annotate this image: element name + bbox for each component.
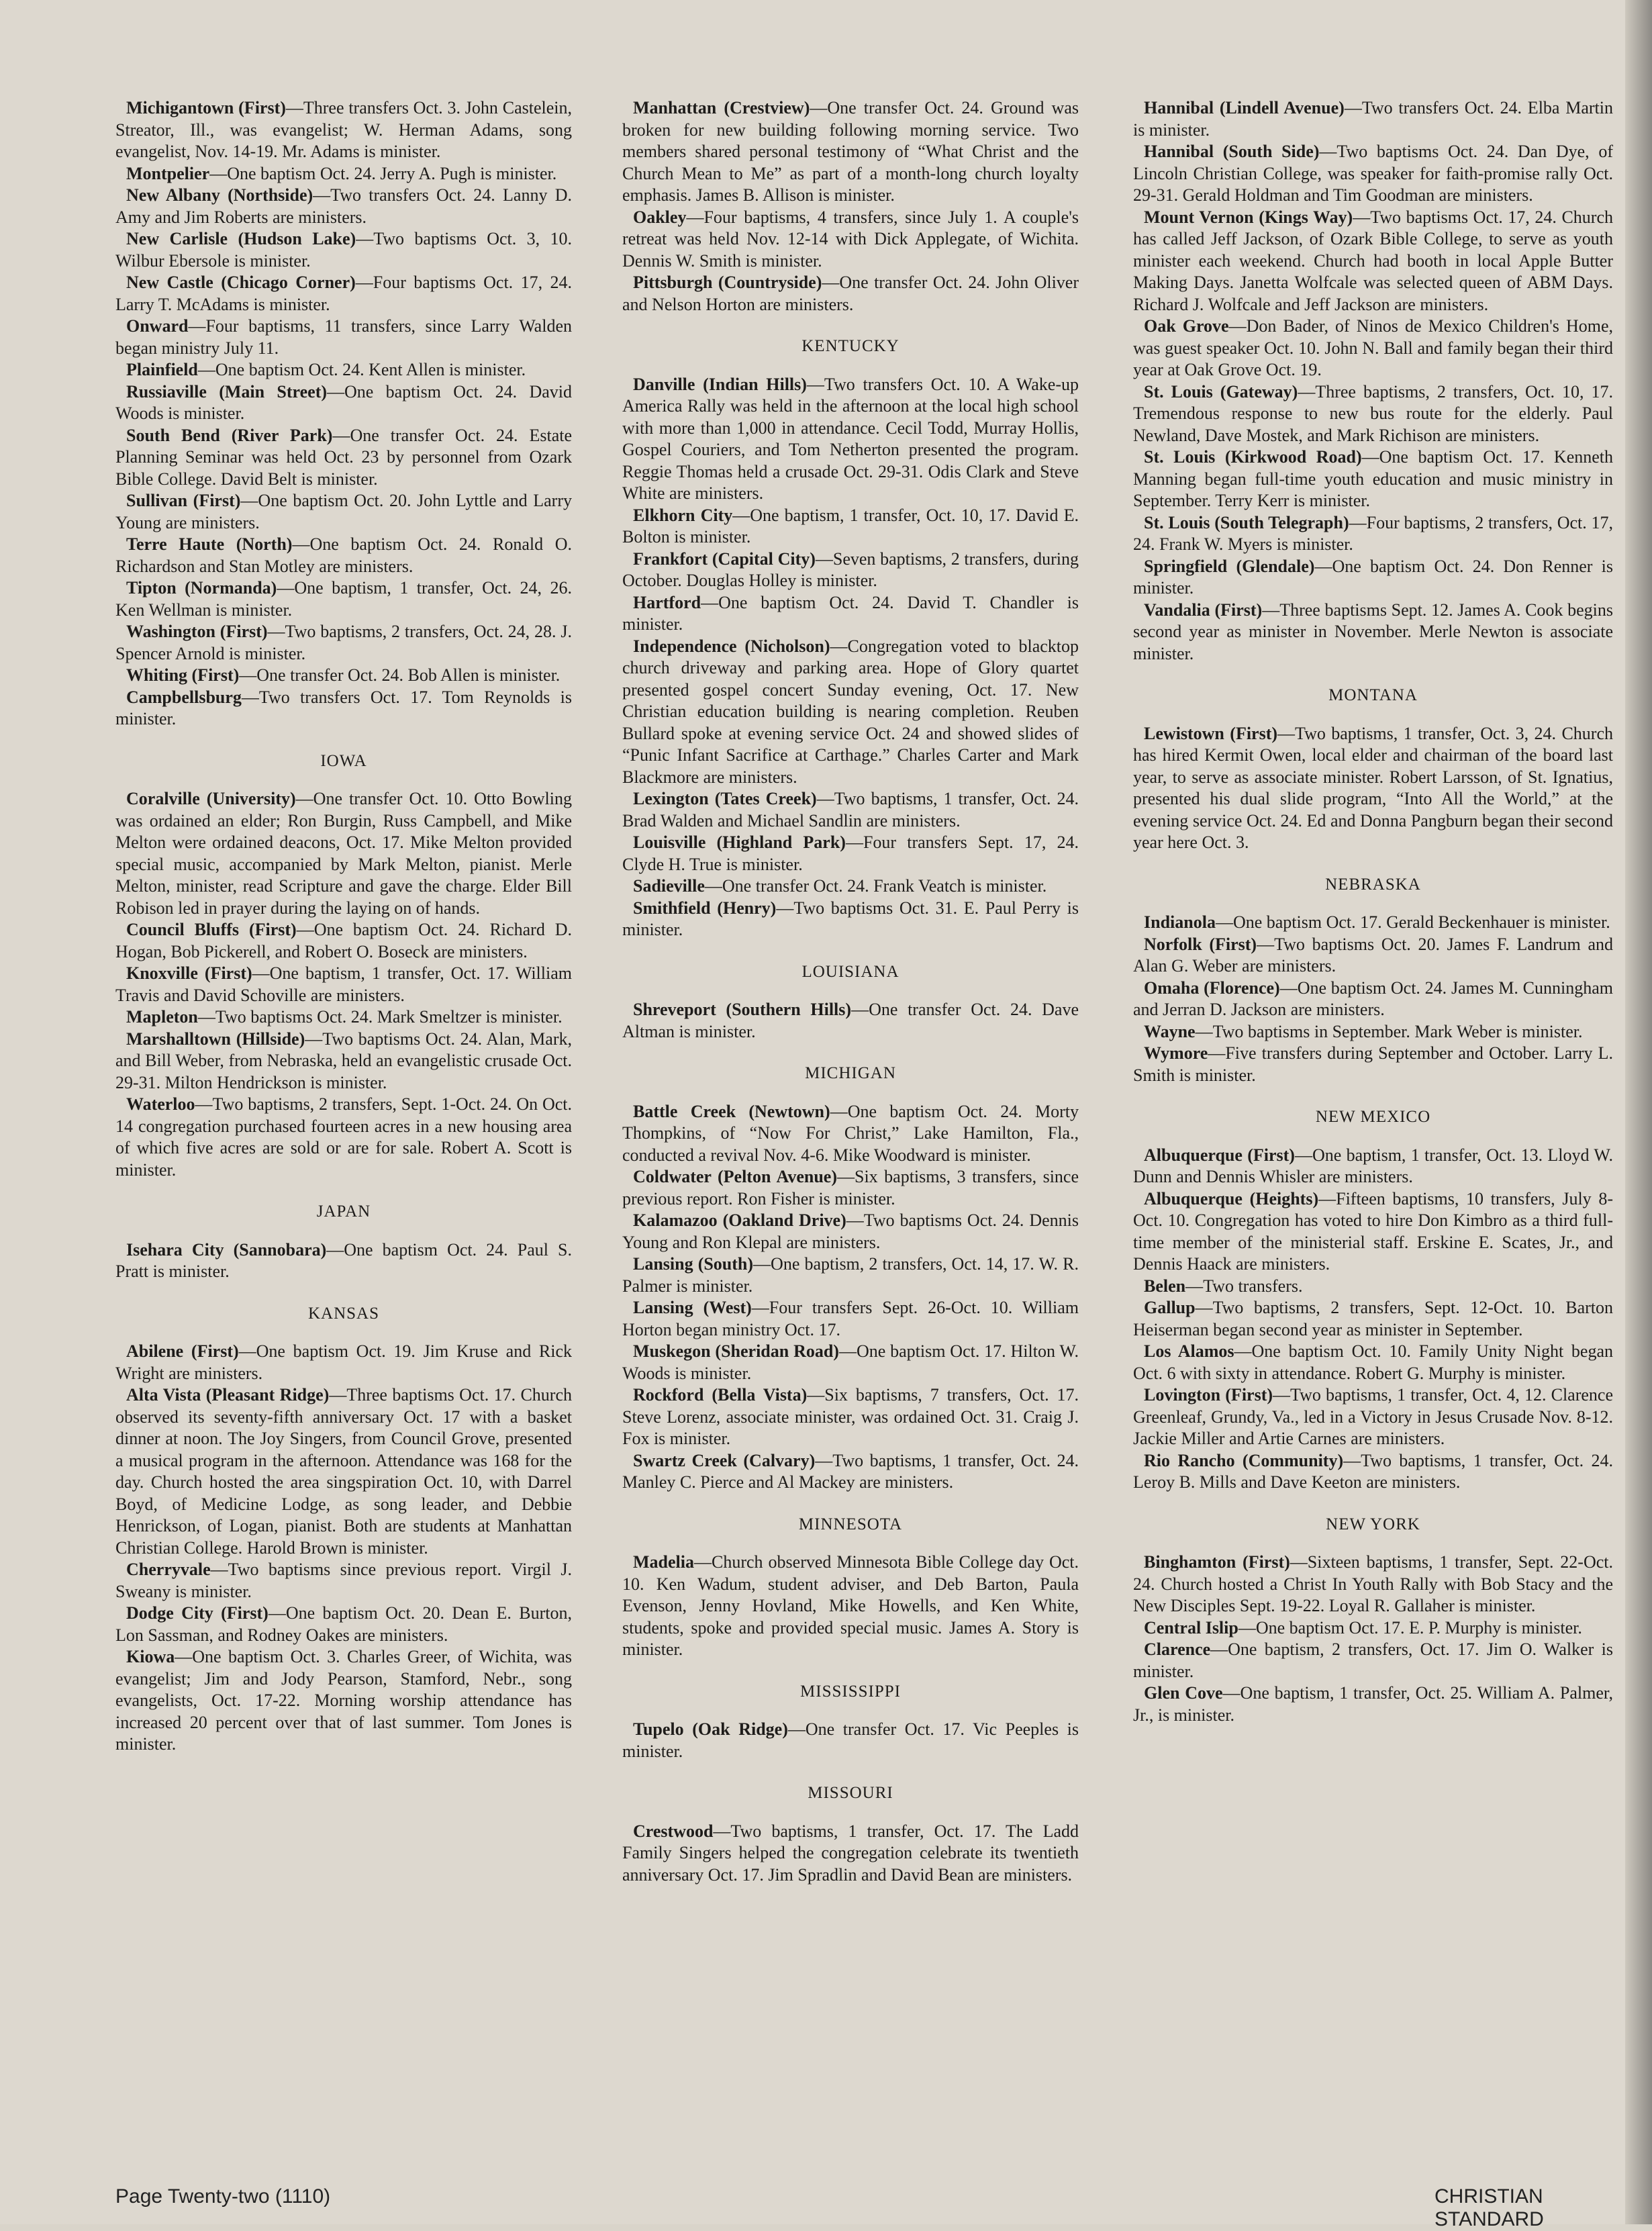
- church-report-entry: [115, 621, 572, 665]
- church-name: Tupelo (Oak Ridge): [633, 1719, 788, 1739]
- church-name: Battle Creek (Newtown): [633, 1101, 830, 1121]
- church-report-entry: [115, 97, 572, 163]
- report-text: —Three transfers Oct. 3. John Castelein, Streator, Ill., was evangelist; W. Herman Adams, song evangelist, Nov. 14-19. Mr. Adams is minister.: [115, 98, 572, 161]
- church-name: Waterloo: [126, 1094, 195, 1114]
- church-name: Shreveport (Southern Hills): [633, 1000, 852, 1019]
- church-report-entry: [622, 1341, 1079, 1384]
- church-name: Hannibal (South Side): [1144, 142, 1320, 161]
- report-text: —Two baptisms Oct. 24. Mark Smeltzer is minister.: [197, 1007, 563, 1027]
- church-name: Russiaville (Main Street): [126, 381, 328, 401]
- report-text: —One transfer Oct. 24. Estate Planning Seminar was held Oct. 23 by personnel from Ozark Bible College. David Belt is minister.: [115, 425, 572, 489]
- church-report-entry: [115, 163, 572, 185]
- church-report-entry: [115, 272, 572, 316]
- church-name: Tipton (Normanda): [126, 578, 277, 598]
- report-text: —One baptism Oct. 3. Charles Greer, of Wichita, was evangelist; Jim and Jody Pearson, Stamford, Nebr., song evangelists, Oct. 17-22. Morning worship attendance has increased 20 percent over that of last summer. Tom Jones is minister.: [115, 1647, 572, 1754]
- report-text: —One baptism Oct. 24. Jerry A. Pugh is minister.: [209, 163, 557, 183]
- church-report-entry: [115, 665, 572, 687]
- church-report-entry: [1133, 97, 1613, 141]
- report-text: —One baptism Oct. 24. Kent Allen is minister.: [197, 360, 526, 379]
- church-name: Smithfield (Henry): [633, 898, 777, 918]
- state-heading: KENTUCKY: [801, 337, 900, 355]
- report-text: —One baptism Oct. 17. E. P. Murphy is minister.: [1238, 1617, 1582, 1637]
- church-name: Lewistown (First): [1144, 723, 1278, 743]
- report-text: —Two transfers Oct. 10. A Wake-up America Rally was held in the afternoon at the local high school with more than 1,000 in attendance. Cecil Todd, Murray Hollis, Gospel Couriers, and Tom Netherton presented the program. Reggie Thomas held a crusade Oct. 29-31. Odis Clark and Steve White are ministers.: [622, 374, 1079, 503]
- church-report-entry: [622, 1552, 1079, 1661]
- publication-name-footer: CHRISTIAN STANDARD: [1435, 2185, 1544, 2230]
- church-name: Lansing (West): [633, 1298, 752, 1317]
- church-report-entry: [622, 898, 1079, 941]
- church-name: Cherryvale: [126, 1560, 211, 1579]
- report-text: —Two transfers Oct. 24. Lanny D. Amy and Jim Roberts are ministers.: [115, 185, 572, 227]
- church-name: Whiting (First): [126, 665, 240, 685]
- church-report-entry: [1133, 1043, 1613, 1086]
- church-report-entry: [115, 963, 572, 1006]
- church-report-entry: [622, 207, 1079, 273]
- column-2: [622, 97, 1079, 1886]
- church-name: Hartford: [633, 592, 701, 612]
- church-report-entry: [622, 875, 1079, 898]
- report-text: —Two baptisms, 1 transfer, Oct. 17. The Ladd Family Singers helped the congregation celebrate its twentieth anniversary Oct. 17. Jim Spradlin and David Bean are ministers.: [622, 1821, 1079, 1885]
- report-text: —One baptism Oct. 20. John Lyttle and Larry Young are ministers.: [115, 491, 572, 532]
- church-report-entry: [115, 1646, 572, 1756]
- church-name: Abilene (First): [126, 1341, 239, 1361]
- report-text: —One baptism Oct. 20. Dean E. Burton, Lon Sassman, and Rodney Oakes are ministers.: [115, 1603, 572, 1645]
- report-text: —One baptism Oct. 24. Ronald O. Richardson and Stan Motley are ministers.: [115, 534, 572, 576]
- report-text: —One baptism Oct. 17. Kenneth Manning began full-time youth education and music ministry in September. Terry Kerr is minister.: [1133, 447, 1614, 510]
- church-name: Los Alamos: [1144, 1341, 1234, 1361]
- state-heading: IOWA: [320, 751, 367, 770]
- church-name: Kalamazoo (Oakland Drive): [633, 1211, 846, 1230]
- church-report-entry: [1133, 1552, 1613, 1617]
- page-spine-shadow: [1625, 0, 1652, 2224]
- church-name: Wayne: [1144, 1021, 1196, 1041]
- report-text: —One baptism Oct. 24. David T. Chandler is minister.: [622, 592, 1079, 634]
- church-report-entry: [622, 505, 1079, 549]
- state-heading: MISSOURI: [808, 1784, 893, 1802]
- church-name: Montpelier: [126, 163, 210, 183]
- church-report-entry: [1133, 141, 1613, 207]
- church-name: Lovington (First): [1144, 1385, 1273, 1405]
- report-text: —Congregation voted to blacktop church driveway and parking area. Hope of Glory quartet presented gospel concert Sunday evening, Oct. 17. New Christian education building is nearing completion. Reuben Bullard spoke at evening service Oct. 24 and showed slides of “Punic Infant Sacrifice at Carthage.” Charles Carter and Mark Blackmore are ministers.: [622, 636, 1079, 787]
- report-text: —One transfer Oct. 24. Frank Veatch is minister.: [704, 876, 1047, 896]
- state-heading: LOUISIANA: [801, 962, 900, 981]
- report-text: —Four transfers Sept. 17, 24. Clyde H. True is minister.: [622, 833, 1079, 874]
- church-report-entry: [1133, 1341, 1613, 1384]
- report-text: —One baptism Oct. 24. Paul S. Pratt is minister.: [115, 1239, 572, 1281]
- church-name: Crestwood: [633, 1821, 714, 1841]
- church-report-entry: [622, 999, 1079, 1043]
- report-text: —Three baptisms Oct. 17. Church observed its seventy-fifth anniversary Oct. 17 with a basket dinner at noon. The Joy Singers, from Council Grove, presented a musical program in the afternoon. Attendance was 168 for the day. Church hosted the area singspiration Oct. 10, with Darrel Boyd, of Medicine Lodge, as song leader, and Debbie Henrickson, of Logan, pianist. Both are students at Manhattan Christian College. Harold Brown is minister.: [115, 1385, 573, 1558]
- report-text: —Two baptisms Oct. 24. Dennis Young and Ron Klepal are ministers.: [622, 1211, 1079, 1252]
- church-report-entry: [1133, 1145, 1613, 1188]
- report-text: —Two baptisms, 1 transfer, Oct. 3, 24. Church has hired Kermit Owen, local elder and chairman of the board last year, to serve as associate minister. Robert Larsson, of St. Ignatius, presented his dual slide program, “Into All the World,” at the evening service Oct. 24. Ed and Donna Pangburn began their second year here Oct. 3.: [1133, 723, 1613, 852]
- report-text: —Sixteen baptisms, 1 transfer, Sept. 22-Oct. 24. Church hosted a Christ In Youth Rally with Bob Stacy and the New Disciples Sept. 19-22. Loyal R. Gallaher is minister.: [1133, 1552, 1613, 1615]
- state-heading: JAPAN: [316, 1202, 371, 1221]
- church-report-entry: [1133, 600, 1613, 665]
- church-name: Albuquerque (Heights): [1144, 1188, 1319, 1208]
- report-text: —Two baptisms Oct. 17, 24. Church has called Jeff Jackson, of Ozark Bible College, to serve as youth minister each weekend. Church had booth in local Apple Butter Making Days. Janetta Wolfcale was selected queen of ABM Days. Richard J. Wolfcale and Jeff Jackson are ministers.: [1133, 207, 1613, 314]
- church-name: Swartz Creek (Calvary): [633, 1450, 816, 1470]
- church-name: New Albany (Northside): [126, 185, 313, 205]
- report-text: —One baptism Oct. 24. Don Renner is minister.: [1133, 556, 1613, 598]
- church-report-entry: [115, 1603, 572, 1646]
- state-heading: NEW MEXICO: [1315, 1108, 1431, 1126]
- state-heading: NEW YORK: [1326, 1515, 1420, 1533]
- church-report-entry: [622, 1101, 1079, 1167]
- church-name: Pittsburgh (Countryside): [633, 273, 822, 292]
- church-name: Sadieville: [633, 876, 705, 896]
- church-name: Louisville (Highland Park): [633, 833, 846, 852]
- report-text: —One baptism, 1 transfer, Oct. 24, 26. Ken Wellman is minister.: [115, 578, 572, 620]
- report-text: —Two baptisms, 2 transfers, Sept. 12-Oct. 10. Barton Heiserman began second year as minister in September.: [1133, 1298, 1613, 1339]
- church-report-entry: [1133, 723, 1613, 854]
- report-text: —Two baptisms Oct. 24. Dan Dye, of Lincoln Christian College, was speaker for faith-promise rally Oct. 29-31. Gerald Holdman and Tim Goodman are ministers.: [1133, 142, 1614, 205]
- church-report-entry: [115, 687, 572, 730]
- report-text: —Two baptisms, 1 transfer, Oct. 24. Manley C. Pierce and Al Mackey are ministers.: [622, 1450, 1079, 1492]
- report-text: —Two baptisms Oct. 24. Alan, Mark, and Bill Weber, from Nebraska, held an evangelistic crusade Oct. 29-31. Milton Hendrickson is minister.: [115, 1029, 572, 1092]
- church-report-entry: [622, 832, 1079, 875]
- church-name: Sullivan (First): [126, 491, 241, 510]
- report-text: —Four baptisms, 2 transfers, Oct. 17, 24. Frank W. Myers is minister.: [1133, 512, 1613, 554]
- church-report-entry: [1133, 912, 1613, 934]
- church-name: Terre Haute (North): [126, 534, 293, 554]
- church-name: Mount Vernon (Kings Way): [1144, 207, 1353, 227]
- church-name: Marshalltown (Hillside): [126, 1029, 305, 1049]
- church-report-entry: [1133, 1617, 1613, 1640]
- state-heading: NEBRASKA: [1325, 875, 1421, 894]
- church-name: Indianola: [1144, 912, 1216, 932]
- church-report-entry: [115, 228, 572, 272]
- church-name: Oak Grove: [1144, 316, 1229, 336]
- church-report-entry: [622, 1210, 1079, 1253]
- report-text: —One baptism Oct. 17. Gerald Beckenhauer is minister.: [1215, 912, 1610, 932]
- church-report-entry: [622, 1253, 1079, 1297]
- church-report-entry: [1133, 381, 1613, 447]
- church-report-entry: [115, 1029, 572, 1094]
- report-text: —Two transfers Oct. 24. Elba Martin is minister.: [1133, 98, 1613, 140]
- report-text: —One transfer Oct. 24. John Oliver and Nelson Horton are ministers.: [622, 273, 1079, 314]
- church-report-entry: [1133, 1384, 1613, 1450]
- church-name: Michigantown (First): [126, 98, 286, 117]
- report-text: —Two baptisms, 2 transfers, Oct. 24, 28. J. Spencer Arnold is minister.: [115, 622, 572, 663]
- page-number-footer: Page Twenty-two (1110): [115, 2185, 331, 2208]
- church-report-entry: [115, 1341, 572, 1384]
- church-name: Hannibal (Lindell Avenue): [1144, 98, 1345, 117]
- report-text: —Four baptisms, 4 transfers, since July 1. A couple's retreat was held Nov. 12-14 with Dick Applegate, of Wichita. Dennis W. Smith is minister.: [622, 207, 1079, 271]
- church-report-entry: [622, 636, 1079, 789]
- church-report-entry: [622, 788, 1079, 832]
- report-text: —Four transfers Sept. 26-Oct. 10. William Horton began ministry Oct. 17.: [622, 1298, 1079, 1339]
- church-report-entry: [115, 185, 572, 228]
- report-text: —One baptism, 2 transfers, Oct. 14, 17. W. R. Palmer is minister.: [622, 1254, 1079, 1296]
- church-name: Springfield (Glendale): [1144, 556, 1315, 576]
- church-name: Norfolk (First): [1144, 934, 1257, 954]
- church-report-entry: [1133, 446, 1613, 512]
- church-name: Knoxville (First): [126, 963, 252, 983]
- church-name: Lansing (South): [633, 1254, 754, 1274]
- church-name: Independence (Nicholson): [633, 636, 830, 656]
- report-text: —Three baptisms Sept. 12. James A. Cook begins second year as minister in November. Merle Newton is associate minister.: [1133, 600, 1613, 663]
- church-name: Madelia: [633, 1552, 694, 1572]
- report-text: —One baptism, 2 transfers, Oct. 17. Jim O. Walker is minister.: [1133, 1640, 1613, 1681]
- report-text: —One transfer Oct. 10. Otto Bowling was ordained an elder; Ron Burgin, Russ Campbell, and Mike Melton were ordained deacons, Oct. 17. Mike Melton provided special music, accompanied by Mark Melton, pianist. Merle Melton, minister, read Scripture and gave the charge. Elder Bill Robison led in prayer during the laying on of hands.: [115, 789, 573, 918]
- column-1: [115, 97, 572, 1756]
- church-report-entry: [115, 577, 572, 621]
- church-report-entry: [622, 97, 1079, 207]
- church-report-entry: [1133, 1297, 1613, 1341]
- church-name: Glen Cove: [1144, 1683, 1223, 1703]
- report-text: —Five transfers during September and October. Larry L. Smith is minister.: [1133, 1043, 1613, 1085]
- church-report-entry: [115, 316, 572, 359]
- church-report-entry: [1133, 1639, 1613, 1682]
- church-name: Belen: [1144, 1276, 1186, 1296]
- church-name: Kiowa: [126, 1647, 175, 1666]
- church-name: Alta Vista (Pleasant Ridge): [126, 1385, 330, 1405]
- report-text: —One transfer Oct. 17. Vic Peeples is minister.: [622, 1719, 1079, 1761]
- report-text: —One transfer Oct. 24. Ground was broken for new building following morning service. Two members shared personal testimony of “What Christ and the Church Mean to Me” as part of a month-long church loyalty emphasis. James B. Allison is minister.: [622, 98, 1079, 205]
- report-text: —One baptism, 1 transfer, Oct. 25. William A. Palmer, Jr., is minister.: [1133, 1683, 1613, 1725]
- church-name: Manhattan (Crestview): [633, 98, 810, 117]
- church-report-entry: [622, 1297, 1079, 1341]
- report-text: —Two baptisms Oct. 3, 10. Wilbur Ebersole is minister.: [115, 229, 572, 271]
- church-name: Washington (First): [126, 622, 268, 641]
- report-text: —Four baptisms, 11 transfers, since Larry Walden began ministry July 11.: [115, 316, 572, 358]
- church-name: Vandalia (First): [1144, 600, 1263, 620]
- report-text: —One baptism, 1 transfer, Oct. 17. William Travis and David Schoville are ministers.: [115, 963, 572, 1005]
- report-text: —One baptism Oct. 24. Richard D. Hogan, Bob Pickerell, and Robert O. Boseck are ministers.: [115, 920, 572, 961]
- church-report-entry: [115, 490, 572, 534]
- state-heading: KANSAS: [307, 1304, 380, 1323]
- church-report-entry: [622, 549, 1079, 592]
- church-report-entry: [622, 374, 1079, 505]
- church-report-entry: [115, 1559, 572, 1603]
- church-name: Wymore: [1144, 1043, 1208, 1063]
- church-report-entry: [1133, 1021, 1613, 1043]
- church-report-entry: [115, 1239, 572, 1283]
- report-text: —One baptism Oct. 19. Jim Kruse and Rick Wright are ministers.: [115, 1341, 572, 1383]
- church-report-entry: [622, 1719, 1079, 1762]
- church-report-entry: [115, 919, 572, 963]
- state-heading: MINNESOTA: [798, 1515, 903, 1533]
- church-name: Mapleton: [126, 1007, 198, 1027]
- state-heading: MONTANA: [1328, 686, 1418, 704]
- report-text: —Two baptisms, 1 transfer, Oct. 4, 12. Clarence Greenleaf, Grundy, Va., led in a Victory in Jesus Crusade Nov. 8-12. Jackie Miller and Artie Carnes are ministers.: [1133, 1385, 1613, 1448]
- report-text: —Six baptisms, 3 transfers, since previous report. Ron Fisher is minister.: [622, 1167, 1079, 1208]
- church-name: St. Louis (Gateway): [1144, 381, 1298, 401]
- church-name: Albuquerque (First): [1144, 1145, 1295, 1165]
- report-text: —Three baptisms, 2 transfers, Oct. 10, 17. Tremendous response to new bus route for the elderly. Paul Newland, Dave Mostek, and Mark Richison are ministers.: [1133, 381, 1614, 445]
- church-report-entry: [115, 359, 572, 381]
- church-name: Onward: [126, 316, 189, 336]
- church-name: Omaha (Florence): [1144, 978, 1280, 998]
- report-text: —Two baptisms, 1 transfer, Oct. 24. Brad Walden and Michael Sandlin are ministers.: [622, 789, 1079, 830]
- church-name: Oakley: [633, 207, 687, 227]
- church-report-entry: [115, 788, 572, 919]
- report-text: —One baptism Oct. 17. Hilton W. Woods is minister.: [622, 1341, 1079, 1383]
- church-report-entry: [622, 1384, 1079, 1450]
- report-text: —One baptism Oct. 10. Family Unity Night began Oct. 6 with sixty in attendance. Robert G. Murphy is minister.: [1133, 1341, 1613, 1383]
- report-text: —One baptism, 1 transfer, Oct. 10, 17. David E. Bolton is minister.: [622, 505, 1079, 547]
- report-text: —Six baptisms, 7 transfers, Oct. 17. Steve Lorenz, associate minister, was ordained Oct. 31. Craig J. Fox is minister.: [622, 1385, 1079, 1448]
- church-name: Frankfort (Capital City): [633, 549, 816, 569]
- church-report-entry: [1133, 207, 1613, 316]
- church-name: Clarence: [1144, 1640, 1211, 1659]
- report-text: —Don Bader, of Ninos de Mexico Children's Home, was guest speaker Oct. 10. John N. Ball and family began their third year at Oak Grove Oct. 19.: [1133, 316, 1613, 379]
- report-text: —Two transfers.: [1185, 1276, 1303, 1296]
- church-name: Lexington (Tates Creek): [633, 789, 817, 808]
- church-report-entry: [622, 272, 1079, 316]
- church-report-entry: [115, 1094, 572, 1181]
- report-text: —Two baptisms, 2 transfers, Sept. 1-Oct. 24. On Oct. 14 congregation purchased fourteen acres in a new housing area of which five acres are sold or are for sale. Robert A. Scott is minister.: [115, 1094, 572, 1180]
- state-heading: MICHIGAN: [805, 1064, 896, 1082]
- church-report-entry: [622, 1450, 1079, 1494]
- church-name: Central Islip: [1144, 1617, 1238, 1637]
- church-report-entry: [1133, 512, 1613, 556]
- church-report-entry: [115, 381, 572, 425]
- report-text: —One baptism Oct. 24. James M. Cunningham and Jerran D. Jackson are ministers.: [1133, 978, 1613, 1019]
- church-report-entry: [622, 1821, 1079, 1887]
- church-name: St. Louis (South Telegraph): [1144, 512, 1349, 532]
- church-name: Campbellsburg: [126, 687, 242, 707]
- church-report-entry: [115, 1006, 572, 1029]
- report-text: —One baptism Oct. 24. Morty Thompkins, of “Now For Christ,” Lake Hamilton, Fla., conducted a revival Nov. 4-6. Mike Woodward is minister.: [622, 1101, 1079, 1165]
- church-name: Council Bluffs (First): [126, 920, 297, 939]
- church-name: Dodge City (First): [126, 1603, 269, 1623]
- church-name: Plainfield: [126, 360, 198, 379]
- church-report-entry: [622, 592, 1079, 636]
- church-report-entry: [622, 1166, 1079, 1210]
- church-report-entry: [1133, 556, 1613, 600]
- state-heading: MISSISSIPPI: [800, 1682, 901, 1701]
- report-text: —Two baptisms Oct. 31. E. Paul Perry is minister.: [622, 898, 1079, 939]
- report-text: —One baptism, 1 transfer, Oct. 13. Lloyd W. Dunn and Dennis Whisler are ministers.: [1133, 1145, 1613, 1186]
- report-text: —Four baptisms Oct. 17, 24. Larry T. McAdams is minister.: [115, 273, 572, 314]
- report-text: —Two baptisms since previous report. Virgil J. Sweany is minister.: [115, 1560, 572, 1601]
- church-report-entry: [1133, 1276, 1613, 1298]
- church-name: Isehara City (Sannobara): [126, 1239, 327, 1260]
- church-name: St. Louis (Kirkwood Road): [1144, 447, 1362, 467]
- church-report-entry: [115, 425, 572, 491]
- report-text: —Two transfers Oct. 17. Tom Reynolds is minister.: [115, 687, 572, 728]
- church-report-entry: [115, 1384, 572, 1559]
- church-name: Binghamton (First): [1144, 1552, 1290, 1572]
- church-name: Rio Rancho (Community): [1144, 1450, 1344, 1470]
- report-text: —Two baptisms, 1 transfer, Oct. 24. Leroy B. Mills and Dave Keeton are ministers.: [1133, 1450, 1613, 1492]
- church-report-entry: [1133, 934, 1613, 978]
- report-text: —Church observed Minnesota Bible College day Oct. 10. Ken Wadum, student adviser, and Deb Barton, Paula Evenson, Jenny Hovland, Mike Howells, and Ken White, students, spoke and provided special music. James A. Story is minister.: [622, 1552, 1079, 1659]
- church-name: New Carlisle (Hudson Lake): [126, 229, 356, 248]
- column-3: [1133, 97, 1613, 1726]
- church-name: Coldwater (Pelton Avenue): [633, 1167, 837, 1186]
- church-report-entry: [1133, 316, 1613, 381]
- church-report-entry: [1133, 1188, 1613, 1276]
- church-report-entry: [115, 534, 572, 577]
- church-report-entry: [1133, 978, 1613, 1021]
- church-name: Rockford (Bella Vista): [633, 1385, 808, 1405]
- church-report-entry: [1133, 1682, 1613, 1726]
- church-report-entry: [1133, 1450, 1613, 1494]
- report-text: —Two baptisms Oct. 20. James F. Landrum and Alan G. Weber are ministers.: [1133, 934, 1613, 976]
- church-name: Danville (Indian Hills): [633, 374, 807, 394]
- church-name: Elkhorn City: [633, 505, 733, 525]
- church-name: Muskegon (Sheridan Road): [633, 1341, 839, 1361]
- church-name: Coralville (University): [126, 789, 296, 808]
- church-name: Gallup: [1144, 1298, 1196, 1317]
- church-name: South Bend (River Park): [126, 425, 333, 445]
- report-text: —Seven baptisms, 2 transfers, during October. Douglas Holley is minister.: [622, 549, 1079, 590]
- church-name: New Castle (Chicago Corner): [126, 273, 356, 292]
- report-text: —One baptism Oct. 24. David Woods is minister.: [115, 381, 573, 423]
- report-text: —One transfer Oct. 24. Dave Altman is minister.: [622, 1000, 1079, 1041]
- report-text: —One transfer Oct. 24. Bob Allen is minister.: [239, 665, 561, 685]
- report-text: —Fifteen baptisms, 10 transfers, July 8-Oct. 10. Congregation has voted to hire Don Kimbro as a third full-time member of the ministerial staff. Erskine E. Scates, Jr., and Dennis Haack are ministers.: [1133, 1188, 1613, 1274]
- report-text: —Two baptisms in September. Mark Weber is minister.: [1195, 1021, 1583, 1041]
